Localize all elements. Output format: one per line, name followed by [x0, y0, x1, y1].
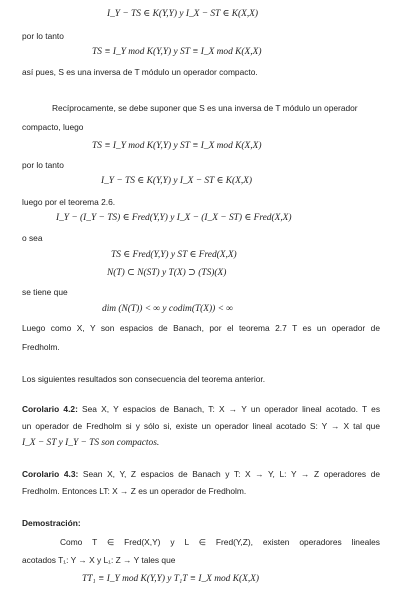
- formula-line-7: TS ≡ I_Y mod K(Y,Y) y ST ≡ I_X mod K(X,X): [92, 141, 262, 151]
- text-line-5: Recíprocamente, se debe suponer que S es una inversa de T módulo un operador: [52, 103, 358, 113]
- formula-line-13: TS ∈ Fred(Y,Y) y ST ∈ Fred(X,X): [111, 250, 237, 260]
- text-line-2: por lo tanto: [22, 31, 64, 41]
- corolario-4-3-line-1: [22, 469, 380, 480]
- corolario-4-2-line-3: I_X − ST y I_Y − TS son compactos.: [22, 438, 160, 448]
- corolario-4-3-line-2: Fredholm. Entonces LT: X → Z es un operador de Fredholm.: [22, 486, 247, 496]
- text-line-10: luego por el teorema 2.6.: [22, 197, 116, 207]
- text-line-15: se tiene que: [22, 287, 68, 297]
- formula-line-last: TT₁ ≡ I_Y mod K(Y,Y) y T₁T ≡ I_X mod K(X,X): [82, 574, 260, 584]
- formula-line-1: I_Y − TS ∈ K(Y,Y) y I_X − ST ∈ K(X,X): [107, 9, 259, 19]
- formula-line-9: I_Y − TS ∈ K(Y,Y) y I_X − ST ∈ K(X,X): [101, 176, 253, 186]
- text-line-18: Fredholm.: [22, 342, 60, 352]
- text-line-8: por lo tanto: [22, 160, 64, 170]
- corolario-4-3-text: Sean X, Y, Z espacios de Banach y T: X → Y, L: Y → Z operadores de: [78, 469, 381, 479]
- demostracion-heading: Demostración:: [22, 518, 81, 528]
- text-line-4: así pues, S es una inversa de T módulo un operador compacto.: [22, 67, 258, 77]
- formula-line-11: I_Y − (I_Y − TS) ∈ Fred(Y,Y) y I_X − (I_X − ST) ∈ Fred(X,X): [56, 213, 292, 223]
- demostracion-line-3: acotados T₁: Y → X y L₁: Z → Y tales que: [22, 555, 176, 565]
- corolario-4-2-line-1: [22, 404, 380, 415]
- formula-line-14: N(T) ⊂ N(ST) y T(X) ⊃ (TS)(X): [107, 268, 227, 278]
- text-line-19: Los siguientes resultados son consecuencia del teorema anterior.: [22, 374, 266, 384]
- text-line-12: o sea: [22, 233, 43, 243]
- demostracion-line-2: Como T ∈ Fred(X,Y) y L ∈ Fred(Y,Z), existen operadores lineales: [60, 537, 380, 547]
- corolario-4-2-line-2: un operador de Fredholm si y sólo si, existe un operador lineal acotado S: Y → X tal que: [22, 421, 380, 431]
- text-line-6: compacto, luego: [22, 122, 84, 132]
- corolario-4-2-text: Sea X, Y espacios de Banach, T: X → Y un operador lineal acotado. T es: [77, 404, 381, 414]
- text-line-17: Luego como X, Y son espacios de Banach, por el teorema 2.7 T es un operador de: [22, 323, 380, 333]
- formula-line-3: TS ≡ I_Y mod K(Y,Y) y ST ≡ I_X mod K(X,X): [92, 47, 262, 57]
- corolario-4-2-heading: Corolario 4.2:: [22, 404, 78, 414]
- demostracion-line: [22, 518, 81, 529]
- corolario-4-3-heading: Corolario 4.3:: [22, 469, 79, 479]
- formula-line-16: dim (N(T)) < ∞ y codim(T(X)) < ∞: [102, 304, 233, 314]
